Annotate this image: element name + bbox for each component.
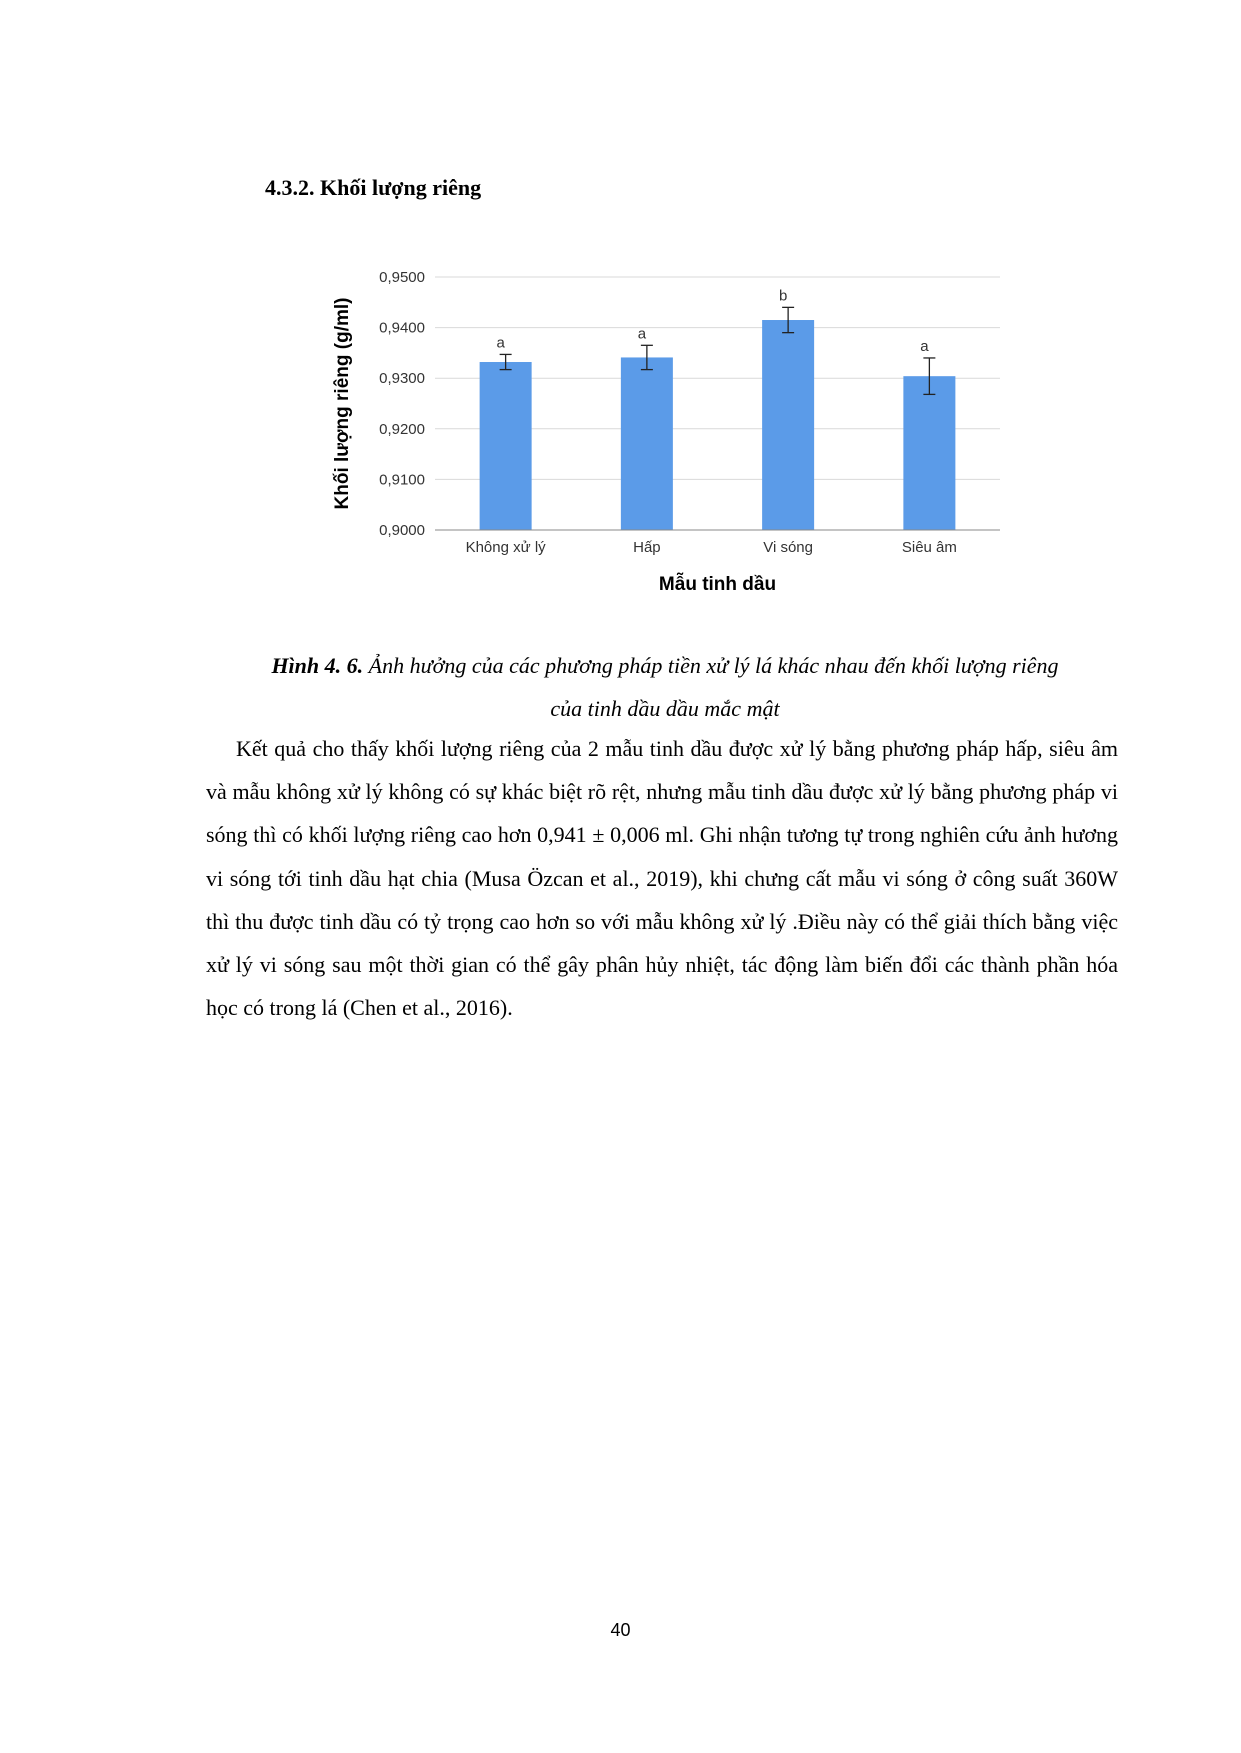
density-bar-chart <box>320 255 1010 605</box>
bar <box>480 362 532 530</box>
bar <box>903 376 955 530</box>
significance-letter: b <box>778 287 788 305</box>
significance-letter: a <box>496 334 505 352</box>
bar <box>762 320 814 530</box>
section-heading: 4.3.2. Khối lượng riêng <box>265 175 482 200</box>
y-tick-label: 0,9400 <box>379 319 425 337</box>
y-tick-label: 0,9300 <box>379 370 425 388</box>
x-tick-label: Siêu âm <box>901 539 957 556</box>
figure-caption <box>200 644 1130 730</box>
x-tick-labels <box>466 539 957 556</box>
figure-caption-label: Hình 4. 6. <box>271 653 364 678</box>
x-axis-label: Mẫu tinh dầu <box>658 574 777 595</box>
bar <box>621 357 673 530</box>
x-tick-label: Không xử lý <box>465 539 546 556</box>
x-tick-label: Vi sóng <box>763 539 814 556</box>
y-tick-label: 0,9000 <box>379 522 425 539</box>
figure-caption-line1: Ảnh hưởng của các phương pháp tiền xử lý lá khác nhau đến khối lượng riêng <box>363 653 1059 678</box>
chart-error-bars <box>500 307 936 394</box>
y-tick-labels <box>379 269 425 539</box>
figure-caption-line2: của tinh dầu dầu mắc mật <box>550 696 780 721</box>
x-tick-label: Hấp <box>633 539 661 556</box>
body-paragraph: Kết quả cho thấy khối lượng riêng của 2 mẫu tinh dầu được xử lý bằng phương pháp hấp, siêu âm và mẫu không xử lý không có sự khác biệt rõ rệt, nhưng mẫu tinh dầu được xử lý bằng phương pháp vi sóng thì có khối lượng riêng cao hơn 0,941 ± 0,006 ml. Ghi nhận tương tự trong nghiên cứu ảnh hương vi sóng tới tinh dầu hạt chia (Musa Özcan et al., 2019), khi chưng cất mẫu vi sóng ở công suất 360W thì thu được tinh dầu có tỷ trọng cao hơn so với mẫu không xử lý .Điều này có thể giải thích bằng việc xử lý vi sóng sau một thời gian có thể gây phân hủy nhiệt, tác động làm biến đổi các thành phần hóa học có trong lá (Chen et al., 2016). <box>206 736 1118 1021</box>
y-axis-label: Khối lượng riêng (g/ml) <box>332 297 353 510</box>
significance-letter: a <box>637 325 647 343</box>
y-tick-label: 0,9200 <box>379 420 425 438</box>
chart-bars <box>480 320 956 530</box>
y-tick-label: 0,9500 <box>379 269 425 286</box>
y-tick-label: 0,9100 <box>379 471 425 489</box>
significance-letter: a <box>920 337 929 355</box>
page-number: 40 <box>610 1620 631 1640</box>
chart-significance-letters <box>496 287 929 355</box>
